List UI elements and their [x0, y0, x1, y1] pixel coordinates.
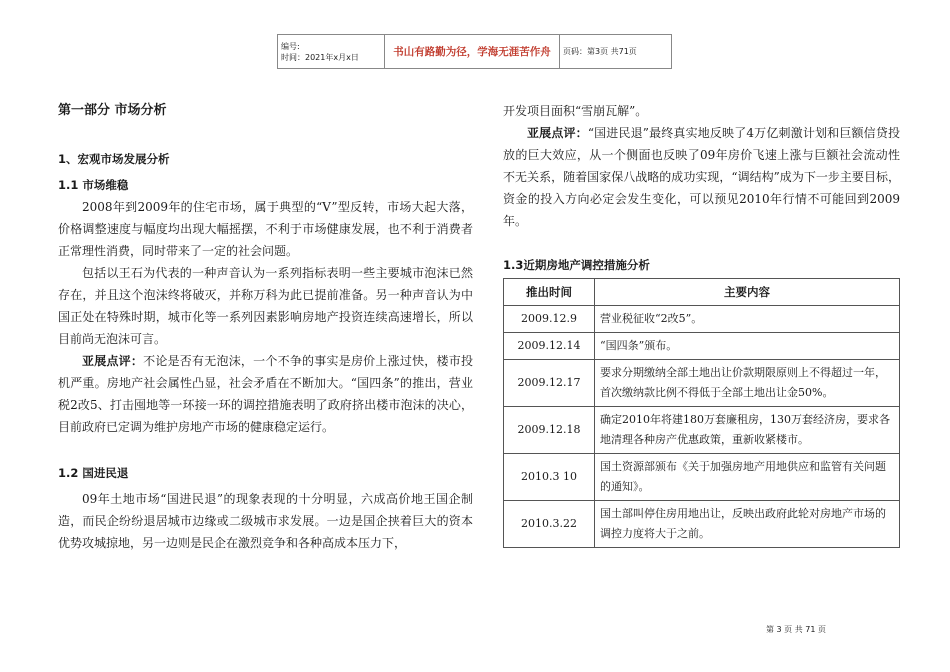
section-heading-1-2: 1.2 国进民退: [58, 466, 129, 480]
header-number-label: 编号:: [281, 41, 300, 51]
comment-paragraph: [58, 350, 473, 438]
paragraph-continued: 开发项目面积“雪崩瓦解”。: [503, 104, 648, 118]
table-row: [504, 360, 900, 407]
header-page-info: 页码：第3页 共71页: [560, 35, 672, 69]
section-heading-1: 1、宏观市场发展分析: [58, 152, 170, 166]
table-cell-date: 2009.12.9: [504, 306, 595, 333]
right-column: [503, 100, 900, 548]
policy-table: [503, 278, 900, 548]
table-row: [504, 407, 900, 454]
table-cell-content: 要求分期缴纳全部土地出让价款期限原则上不得超过一年，首次缴纳款比例不得低于全部土地出让金50%。: [595, 360, 900, 407]
header-motto: 书山有路勤为径，学海无涯苦作舟: [385, 35, 560, 69]
table-cell-date: 2010.3 10: [504, 454, 595, 501]
table-cell-date: 2009.12.17: [504, 360, 595, 407]
comment-text: “国进民退”最终真实地反映了4万亿刺激计划和巨额信贷投放的巨大效应，从一个侧面也反映了09年房价飞速上涨与巨额社会流动性不无关系，随着国家保八战略的成功实现，“调结构”成为下一步主要目标，资金的投入方向必定会发生变化，可以预见2010年行情不可能回到2009年。: [503, 126, 900, 228]
table-cell-content: 国土部叫停住房用地出让，反映出政府此轮对房地产市场的调控力度将大于之前。: [595, 501, 900, 548]
section-heading-1-3: 1.3近期房地产调控措施分析: [503, 258, 650, 272]
table-cell-content: 确定2010年将建180万套廉租房，130万套经济房，要求各地清理各种房产优惠政策，重新收紧楼市。: [595, 407, 900, 454]
page-title: 第一部分 市场分析: [58, 103, 167, 118]
document-header: [277, 34, 672, 69]
table-row: [504, 306, 900, 333]
table-row: [504, 454, 900, 501]
table-cell-date: 2009.12.14: [504, 333, 595, 360]
table-header-row: [504, 279, 900, 306]
page-footer: 第 3 页 共 71 页: [766, 625, 826, 634]
header-meta: [278, 35, 385, 69]
comment-paragraph: [503, 122, 900, 232]
table-row: [504, 501, 900, 548]
paragraph: 2008年到2009年的住宅市场，属于典型的“V”型反转，市场大起大落，价格调整速度与幅度均出现大幅摇摆，不利于市场健康发展，也不利于消费者正常理性消费，同时带来了一定的社会问题。: [58, 200, 473, 258]
table-cell-content: “国四条”颁布。: [595, 333, 900, 360]
table-header-date: 推出时间: [504, 279, 595, 306]
comment-label: 亚展点评：: [82, 354, 144, 368]
table-header-content: 主要内容: [595, 279, 900, 306]
table-row: [504, 333, 900, 360]
section-heading-1-1: 1.1 市场维稳: [58, 178, 129, 192]
header-time: 时间：2021年x月x日: [281, 52, 359, 62]
table-cell-date: 2010.3.22: [504, 501, 595, 548]
table-cell-content: 营业税征收“2改5”。: [595, 306, 900, 333]
paragraph: 09年土地市场“国进民退”的现象表现的十分明显，六成高价地王国企制造，而民企纷纷退居城市边缘或二级城市求发展。一边是国企挟着巨大的资本优势攻城掠地，另一边则是民企在激烈竞争和各种高成本压力下，: [58, 492, 473, 550]
table-cell-date: 2009.12.18: [504, 407, 595, 454]
paragraph: 包括以王石为代表的一种声音认为一系列指标表明一些主要城市泡沫已然存在，并且这个泡沫终将破灭，并称万科为此已提前准备。另一种声音认为中国正处在特殊时期，城市化等一系列因素影响房地产投资连续高速增长，所以目前尚无泡沫可言。: [58, 266, 473, 346]
left-column: [58, 100, 473, 554]
comment-label: 亚展点评：: [527, 126, 588, 140]
table-cell-content: 国土资源部颁布《关于加强房地产用地供应和监管有关问题的通知》。: [595, 454, 900, 501]
comment-text: 不论是否有无泡沫，一个不争的事实是房价上涨过快，楼市投机严重。房地产社会属性凸显，社会矛盾在不断加大。“国四条”的推出，营业税2改5、打击囤地等一环接一环的调控措施表明了政府挤出楼市泡沫的决心，目前政府已定调为维护房地产市场的健康稳定运行。: [58, 354, 473, 434]
